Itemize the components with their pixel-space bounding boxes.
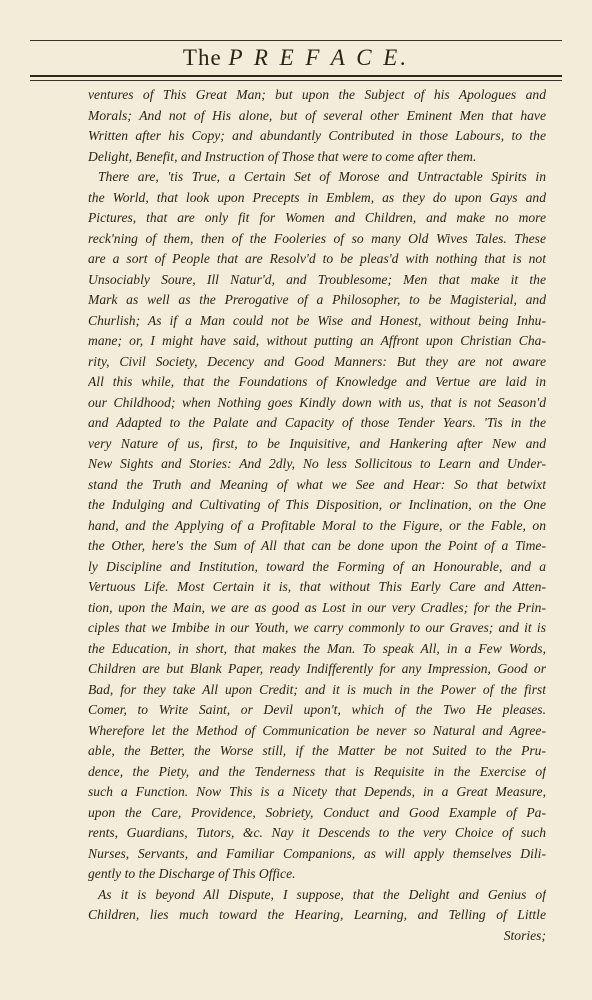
text-line: As it is beyond All Dispute, I suppose, that the Delight and Genius of [98,886,546,902]
preface-body [88,85,546,946]
text-line: the World, that look upon Precepts in Emblem, as they do upon Gays and [88,189,546,205]
text-line: ciples that we Imbibe in our Youth, we carry commonly to our Graves; and it is [88,620,546,635]
text-line: Children, lies much toward the Hearing, Learning, and Telling of Little [88,907,546,922]
text-line: Comer, to Write Saint, or Devil upon't, which of the Two He pleases. [88,702,546,717]
text-line: Nurses, Servants, and Familiar Companions, as will apply themselves Dili- [88,845,546,861]
text-line: very Nature of us, first, to be Inquisitive, and Hankering after New and [88,435,546,451]
header-rule-thick [30,75,562,77]
text-line: able, the Better, the Worse still, if the Matter be not Suited to the Pru- [88,743,546,758]
text-line: rents, Guardians, Tutors, &c. Nay it Descends to the very Choice of such [88,825,546,840]
text-line: such a Function. Now This is a Nicety that Depends, in a Great Measure, [88,784,546,799]
text-line: Wherefore let the Method of Communication be never so Natural and Agree- [88,722,546,738]
text-line: upon the Care, Providence, Sobriety, Conduct and Good Example of Pa- [88,804,546,820]
text-line: rity, Civil Society, Decency and Good Manners: But they are not aware [88,353,546,369]
text-line: hand, and the Applying of a Profitable Moral to the Figure, or the Fable, on [88,517,546,533]
text-line: stand the Truth and Meaning of what we See and Hear: So that betwixt [88,476,546,492]
text-line: reck'ning of them, then of the Fooleries of so many Old Wives Tales. These [88,230,546,246]
text-line: Mark as well as the Prerogative of a Philosopher, to be Magisterial, and [88,292,546,307]
catchword-line: Stories; [503,927,546,943]
header-rule-thin [30,80,562,81]
text-line: the Indulging and Cultivating of This Disposition, or Inclination, on the One [88,497,546,512]
text-line: Pictures, that are only fit for Women and Children, and make no more [88,210,546,225]
header-title: P R E F A C E. [228,45,410,70]
text-line: Written after his Copy; and abundantly Contributed in those Labours, to the [88,128,546,143]
text-line: Vertuous Life. Most Certain it is, that without This Early Care and Atten- [88,579,546,594]
running-header [0,44,592,72]
text-line: the Education, in short, that makes the Man. To speak All, in a Few Words, [88,640,546,656]
text-line: Churlish; As if a Man could not be Wise and Honest, without being Inhu- [88,312,546,328]
text-line: are a sort of People that are Resolv'd to be pleas'd with nothing that is not [88,251,546,266]
text-line: New Sights and Stories: And 2dly, No less Sollicitous to Learn and Under- [88,456,546,471]
text-line: Children are but Blank Paper, ready Indifferently for any Impression, Good or [88,661,546,676]
text-line: Morals; And not of His alone, but of several other Eminent Men that have [88,107,546,123]
text-line: gently to the Discharge of This Office. [88,866,296,881]
text-line: mane; or, I might have said, without putting an Affront upon Christian Cha- [88,333,546,348]
text-line: ly Discipline and Institution, toward the Forming of an Honourable, and a [88,558,546,574]
text-line: ventures of This Great Man; but upon the Subject of his Apologues and [88,87,546,102]
header-prefix: The [182,45,222,70]
text-line: our Childhood; when Nothing goes Kindly down with us, that is not Season'd [88,394,546,410]
text-line: Bad, for they take All upon Credit; and it is much in the Power of the first [88,681,546,697]
text-line: Delight, Benefit, and Instruction of Those that were to come after them. [88,148,477,164]
text-line: tion, upon the Main, we are as good as Lost in our very Cradles; for the Prin- [88,599,546,615]
text-line: Unsociably Soure, Ill Natur'd, and Troublesome; Men that make it the [88,271,546,287]
text-line: dence, the Piety, and the Tenderness that is Requisite in the Exercise of [88,763,546,779]
text-line: All this while, that the Foundations of Knowledge and Vertue are laid in [88,374,546,389]
top-rule [30,40,562,41]
text-line: There are, 'tis True, a Certain Set of Morose and Untractable Spirits in [98,169,546,184]
text-line: the Other, here's the Sum of All that can be done upon the Point of a Time- [88,538,546,553]
text-line: and Adapted to the Palate and Capacity of those Tender Years. 'Tis in the [88,415,546,430]
